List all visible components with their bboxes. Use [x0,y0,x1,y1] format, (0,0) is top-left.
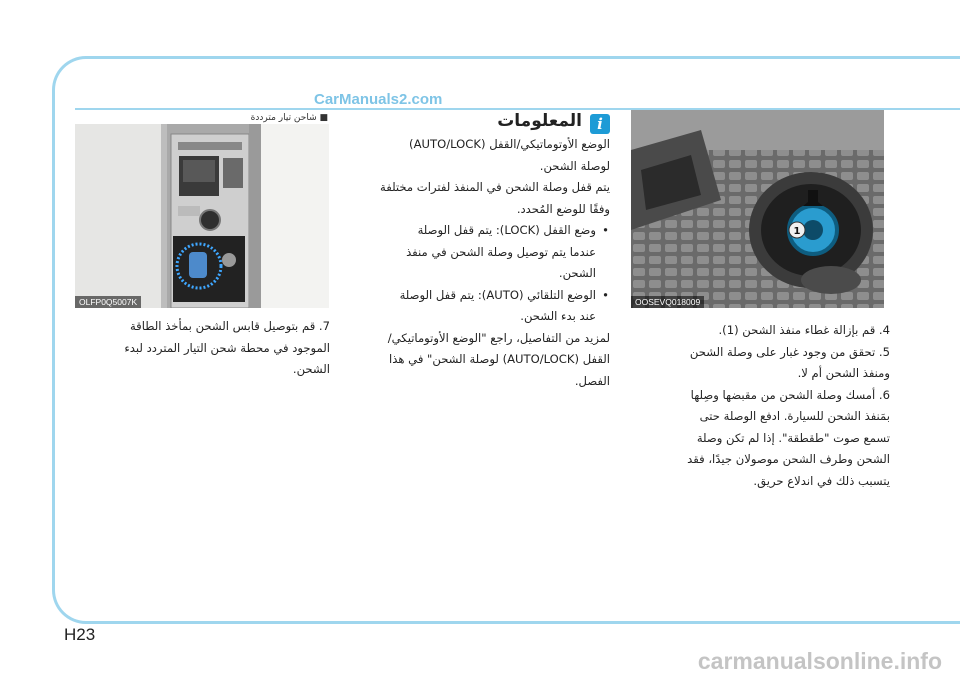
info-line-3: يتم قفل وصلة الشحن في المنفذ لفترات مختلفة [380,180,610,194]
info-title: المعلومات [497,111,582,131]
left-column [90,316,330,381]
step-6-line-1: 6. أمسك وصلة الشحن من مقبضها وصِلها [690,387,890,402]
ac-charger-illustration [75,124,329,308]
callout-number: 1 [793,226,801,237]
bullet-auto-line-1: • الوضع التلقائي (AUTO): يتم قفل الوصلة [399,287,596,302]
bullet-lock-line-3: الشحن. [558,266,596,280]
info-after-2: القفل (AUTO/LOCK) لوصلة الشحن" في هذا [389,352,610,366]
bullet-auto [358,285,596,328]
left-line-2: الموجود في محطة شحن التيار المتردد لبدء [124,340,330,355]
left-photo-code: OLFP0Q5007K [75,296,141,308]
bullet-lock-line-1: • وضع القفل (LOCK): يتم قفل الوصلة [417,223,596,237]
info-line-1: الوضع الأوتوماتيكي/القفل (AUTO/LOCK) [409,137,610,151]
info-after-3: الفصل. [574,373,610,388]
step-6-line-3: تسمع صوت "طقطقة". إذا لم تكن وصلة [696,430,890,445]
watermark-top: CarManuals2.com [314,91,443,108]
left-photo-caption: ■ شاحن تيار مترددة [250,113,328,123]
left-line-1: 7. قم بتوصيل قابس الشحن بمأخذ الطاقة [129,319,330,333]
info-body [358,134,610,392]
left-line-3: الشحن. [292,362,330,376]
step-6-line-4: الشحن وطرف الشحن موصولان جيدًا، فقد [687,452,890,466]
info-line-4: وفقًا للوضع المُحدد. [516,201,610,216]
step-5-line-1: 5. تحقق من وجود غبار على وصلة الشحن [689,344,890,359]
info-line-2: لوصلة الشحن. [539,158,610,173]
step-4: 4. قم بإزالة غطاء منفذ الشحن (1). [718,323,890,337]
page-number: H23 [64,625,96,644]
right-column [640,320,890,492]
charging-port-photo [631,110,884,308]
step-6-line-5: يتسبب ذلك في اندلاع حريق. [753,473,890,488]
ac-charger-photo [75,124,329,308]
info-after-1: لمزيد من التفاصيل، راجع "الوضع الأوتوماتيكي/ [387,330,610,345]
bullet-lock [358,220,596,285]
info-icon: i [590,114,610,134]
right-photo-code: OOSEVQ018009 [631,296,704,308]
step-5-line-2: ومنفذ الشحن أم لا. [797,366,890,380]
watermark-bottom: carmanualsonline.info [697,648,942,674]
charging-port-illustration [631,110,884,308]
info-bullets [358,220,610,328]
step-6-line-2: بمَنفذ الشحن للسيارة. ادفع الوصلة حتى [699,409,890,423]
bullet-auto-line-2: عند بدء الشحن. [520,309,596,323]
bullet-lock-line-2: عندما يتم توصيل وصلة الشحن في منفذ [406,244,596,259]
